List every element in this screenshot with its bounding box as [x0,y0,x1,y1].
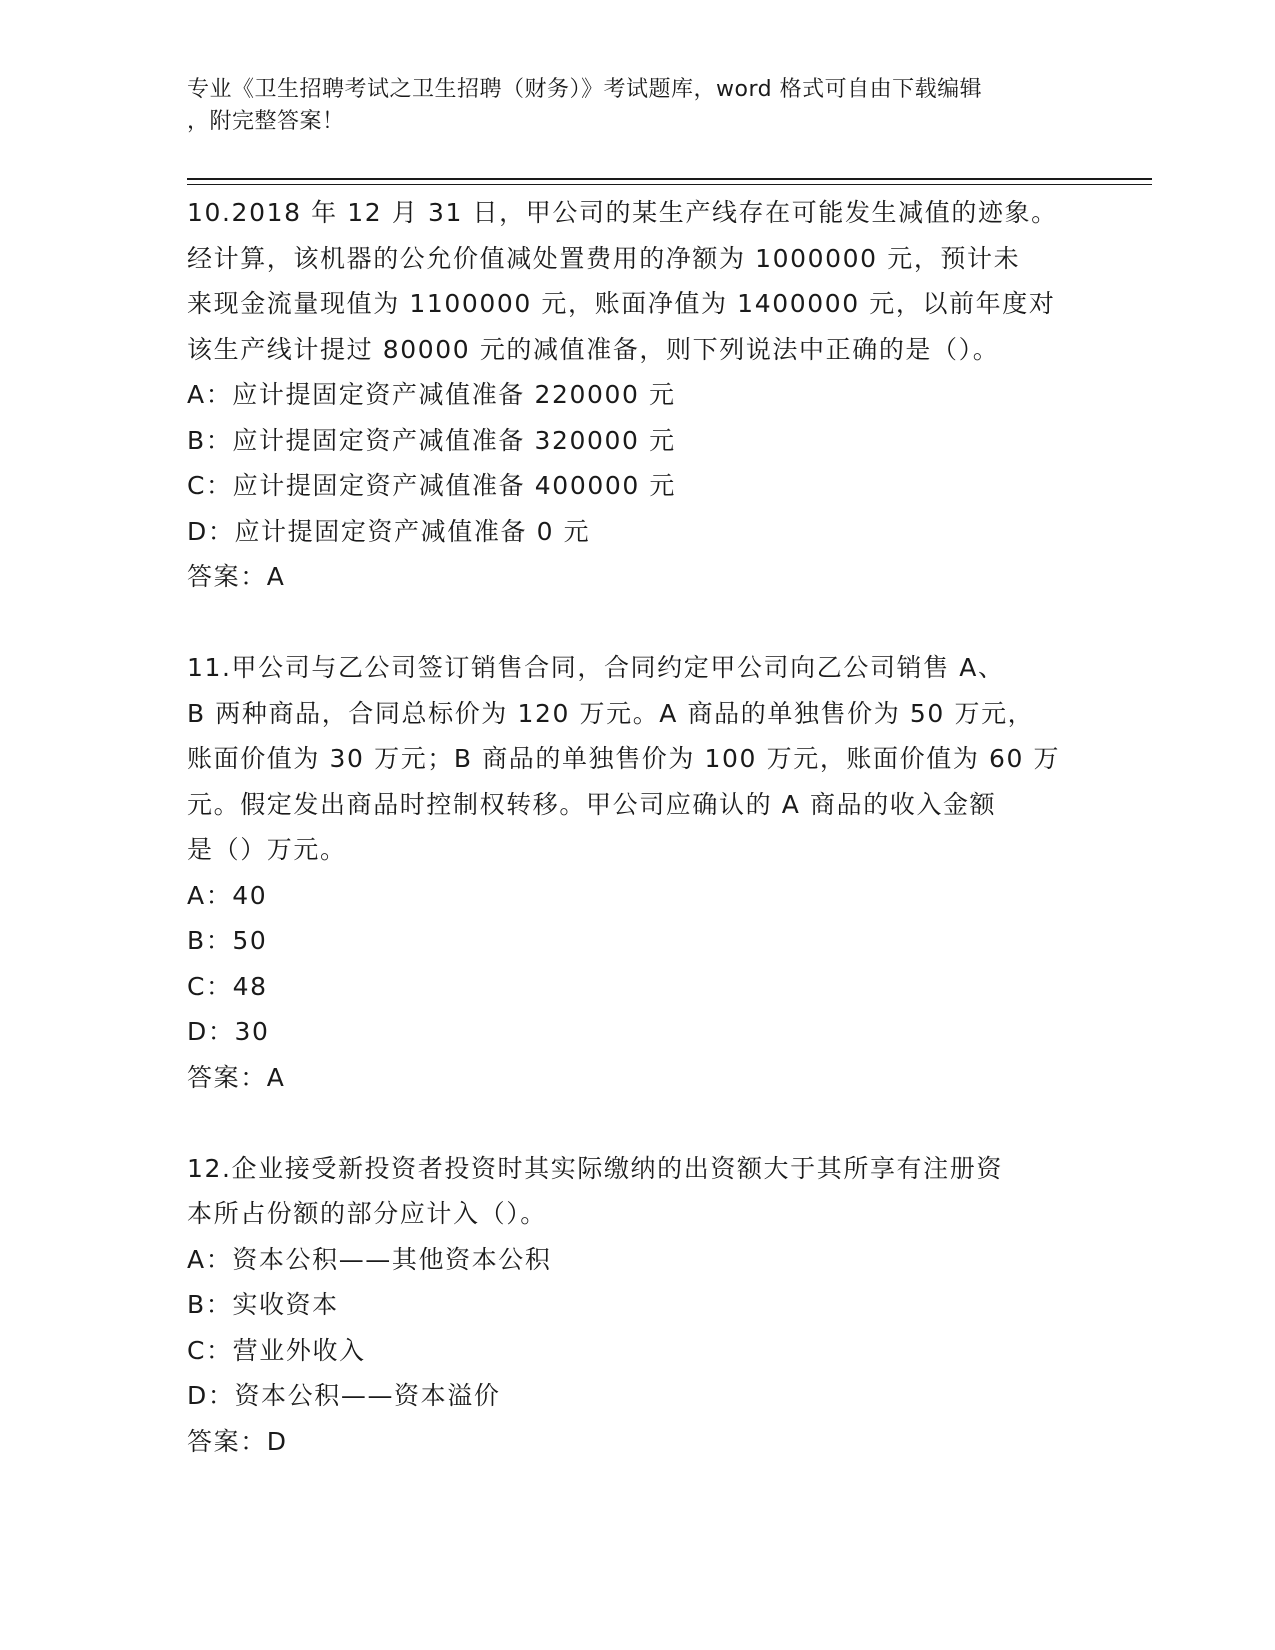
option-b: B：应计提固定资产减值准备 320000 元 [187,425,676,455]
option-a: A：40 [187,880,268,910]
question-text-line: 是（）万元。 [187,835,347,864]
option-d: D：应计提固定资产减值准备 0 元 [187,516,591,546]
option-a: A：资本公积——其他资本公积 [187,1244,552,1274]
answer-label: 答案：A [187,562,286,591]
question-text-line: 元。假定发出商品时控制权转移。甲公司应确认的 A 商品的收入金额 [187,789,997,819]
header-line: 专业《卫生招聘考试之卫生招聘（财务）》考试题库，word 格式可自由下载编辑 [187,77,983,102]
header-divider-thin [187,184,1152,185]
option-b: B：实收资本 [187,1290,339,1319]
option-b: B：50 [187,926,268,955]
question-spacer [187,600,1087,646]
question-10 [187,190,1087,600]
question-text-line: 经计算，该机器的公允价值减处置费用的净额为 1000000 元，预计未 [187,243,1021,273]
question-text-line: 12.企业接受新投资者投资时其实际缴纳的出资额大于其所享有注册资 [187,1153,1003,1183]
question-text-line: 来现金流量现值为 1100000 元，账面净值为 1400000 元，以前年度对 [187,289,1056,318]
option-c: C：应计提固定资产减值准备 400000 元 [187,471,676,500]
question-11 [187,645,1087,1100]
question-text-line: 该生产线计提过 80000 元的减值准备，则下列说法中正确的是（）。 [187,334,1000,364]
question-list [187,190,1087,1464]
answer-label: 答案：D [187,1426,288,1456]
question-text-line: 账面价值为 30 万元；B 商品的单独售价为 100 万元，账面价值为 60 万 [187,744,1061,773]
option-a: A：应计提固定资产减值准备 220000 元 [187,380,676,409]
option-c: C：48 [187,971,268,1001]
question-spacer [187,1100,1087,1146]
question-text-line: 11.甲公司与乙公司签订销售合同，合同约定甲公司向乙公司销售 A、 [187,653,1005,682]
question-12 [187,1146,1087,1465]
option-d: D：资本公积——资本溢价 [187,1381,501,1410]
question-text-line: B 两种商品，合同总标价为 120 万元。A 商品的单独售价为 50 万元， [187,698,1035,728]
answer-label: 答案：A [187,1062,286,1092]
option-d: D：30 [187,1017,270,1046]
question-text-line: 10.2018 年 12 月 31 日，甲公司的某生产线存在可能发生减值的迹象。 [187,198,1058,227]
question-text-line: 本所占份额的部分应计入（）。 [187,1199,547,1228]
header-divider-thick [187,178,1152,180]
option-c: C：营业外收入 [187,1335,366,1365]
header-line: ，附完整答案！ [187,109,345,134]
document-header [187,74,1087,138]
